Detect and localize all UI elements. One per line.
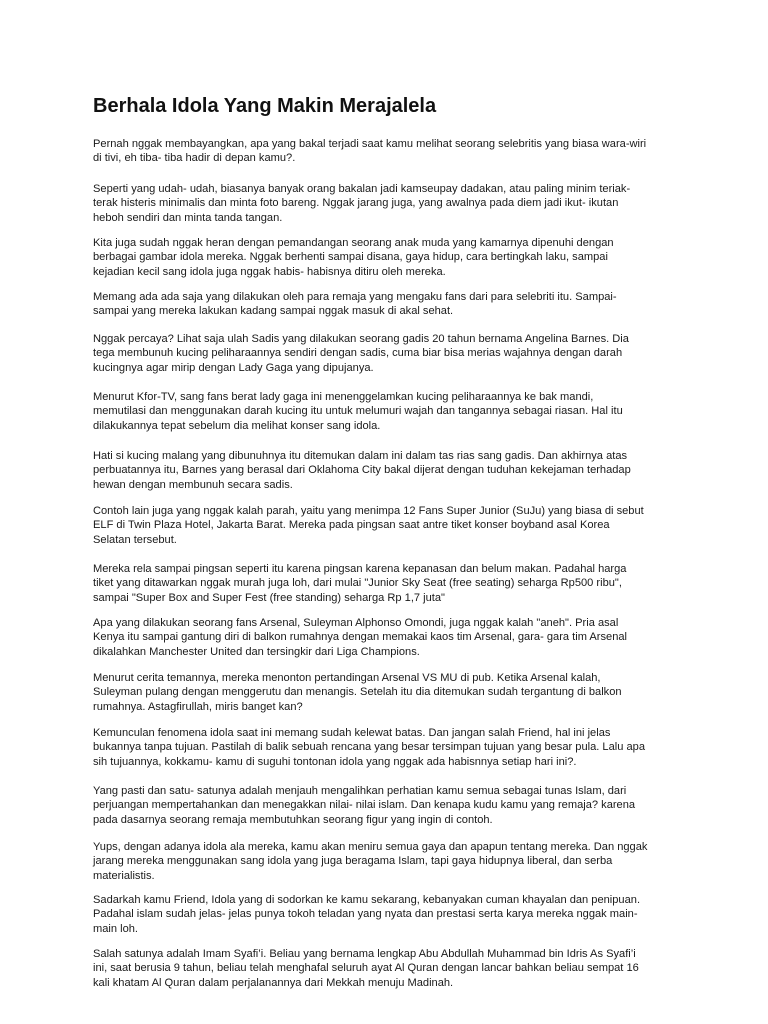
paragraph-line: sih tujuannya, kokkamu- kamu di suguhi tontonan idola yang nggak ada habisnnya setiap hari ini?. (93, 755, 577, 768)
paragraph (93, 947, 683, 990)
paragraph (93, 840, 683, 883)
paragraph (93, 390, 683, 433)
paragraph-line: Contoh lain juga yang nggak kalah parah, yaitu yang menimpa 12 Fans Super Junior (SuJu) yang biasa di sebut (93, 505, 644, 517)
paragraph (93, 137, 683, 166)
paragraph-line: Kenya itu sampai gantung diri di balkon rumahnya dengan memakai kaos tim Arsenal, gara- gara tim Arsenal (93, 631, 628, 644)
paragraph (93, 236, 683, 279)
paragraph (93, 182, 683, 225)
paragraph-line: Pernah nggak membayangkan, apa yang bakal terjadi saat kamu melihat seorang selebritis yang biasa wara-wiri (93, 138, 647, 150)
paragraph (93, 671, 683, 714)
paragraph-line: perjuangan mempertahankan dan menegakkan nilai- nilai islam. Dan kenapa kudu kamu yang remaja? karena (93, 799, 636, 812)
paragraph-line: Yups, dengan adanya idola ala mereka, kamu akan meniru semua gaya dan apapun tentang mereka. Dan nggak (93, 841, 648, 853)
paragraph-line: tega membunuh kucing peliharaannya sendiri dengan sadis, cuma biar bisa merias wajahnya dengan darah (93, 347, 623, 360)
paragraph-line: tiket yang ditawarkan nggak murah juga loh, dari mulai "Junior Sky Seat (free seating) seharga Rp500 ribu", (93, 577, 622, 590)
paragraph-line: berbagai gambar idola mereka. Nggak berhenti sampai disana, gaya hidup, cara bertingkah laku, sampai (93, 251, 608, 264)
paragraph-line: ELF di Twin Plaza Hotel, Jakarta Barat. Mereka pada pingsan saat antre tiket konser boyband asal Korea (93, 519, 610, 532)
paragraph-line: perbuatannya itu, Barnes yang berasal dari Oklahoma City bakal dijerat dengan tuduhan kekejaman terhadap (93, 464, 631, 477)
paragraph-line: Padahal islam sudah jelas- jelas punya tokoh teladan yang nyata dan prestasi serta karya mereka nggak main- (93, 908, 638, 921)
paragraph-line: materialistis. (93, 869, 155, 882)
paragraph-line: memutilasi dan menggunakan darah kucing itu untuk melumuri wajah dan tangannya sebagai riasan. Hal itu (93, 405, 623, 418)
paragraph-line: pada dasarnya seorang remaja membutuhkan seorang figur yang ingin di contoh. (93, 813, 493, 826)
paragraph-line: Salah satunya adalah Imam Syafi’i. Beliau yang bernama lengkap Abu Abdullah Muhammad bin Idris As Syafi’i (93, 948, 636, 960)
paragraph-line: sampai "Super Box and Super Fest (free standing) seharga Rp 1,7 juta" (93, 591, 445, 604)
paragraph-line: Selatan tersebut. (93, 533, 177, 546)
paragraph-line: Kemunculan fenomena idola saat ini memang sudah kelewat batas. Dan jangan salah Friend, hal ini jelas (93, 727, 611, 739)
paragraph (93, 290, 683, 319)
paragraph-line: terak histeris minimalis dan minta foto bareng. Nggak jarang juga, yang awalnya pada diem jadi ikut- ikutan (93, 197, 619, 210)
paragraph (93, 726, 683, 769)
paragraph-line: Menurut cerita temannya, mereka menonton pertandingan Arsenal VS MU di pub. Ketika Arsenal kalah, (93, 672, 601, 684)
paragraph-line: rumahnya. Astagfirullah, miris banget kan? (93, 700, 303, 713)
paragraph-line: di tivi, eh tiba- tiba hadir di depan kamu?. (93, 152, 296, 165)
paragraph-line: hewan dengan membunuh secara sadis. (93, 478, 293, 491)
paragraph-line: Suleyman pulang dengan menggerutu dan menangis. Setelah itu dia ditemukan sudah tergantung di balkon (93, 686, 622, 699)
paragraph-line: dilakukannya tepat sebelum dia melihat konser sang idola. (93, 419, 381, 432)
paragraph (93, 784, 683, 827)
paragraph-line: dikalahkan Manchester United dan tersingkir dari Liga Champions. (93, 645, 420, 658)
paragraph (93, 332, 683, 375)
paragraph-line: Apa yang dilakukan seorang fans Arsenal, Suleyman Alphonso Omondi, juga nggak kalah "aneh". Pria asal (93, 617, 619, 629)
paragraph (93, 449, 683, 492)
paragraph-line: ini, saat berusia 9 tahun, beliau telah menghafal seluruh ayat Al Quran dengan lancar bahkan beliau sempat 16 (93, 962, 639, 975)
paragraph-line: Hati si kucing malang yang dibunuhnya itu ditemukan dalam ini dalam tas rias sang gadis. Dan akhirnya atas (93, 450, 628, 462)
paragraph-line: Seperti yang udah- udah, biasanya banyak orang bakalan jadi kamseupay dadakan, atau paling minim teriak- (93, 183, 631, 195)
paragraph (93, 893, 683, 936)
paragraph-line: jarang mereka menggunakan sang idola yang juga beragama Islam, tapi gaya hidupnya liberal, dan serba (93, 855, 613, 868)
paragraph-line: heboh sendiri dan minta tanda tangan. (93, 211, 283, 224)
paragraph-line: Yang pasti dan satu- satunya adalah menjauh mengalihkan perhatian kamu semua sebagai tunas Islam, dari (93, 785, 627, 797)
paragraph-line: Menurut Kfor-TV, sang fans berat lady gaga ini menenggelamkan kucing peliharaannya ke bak mandi, (93, 391, 594, 403)
paragraph (93, 504, 683, 547)
paragraph (93, 616, 683, 659)
page-title: Berhala Idola Yang Makin Merajalela (93, 95, 437, 117)
paragraph-line: kejadian kecil sang idola juga nggak habis- habisnya ditiru oleh mereka. (93, 265, 446, 278)
paragraph-line: Nggak percaya? Lihat saja ulah Sadis yang dilakukan seorang gadis 20 tahun bernama Angelina Barnes. Dia (93, 333, 629, 345)
paragraph-line: Kita juga sudah nggak heran dengan pemandangan seorang anak muda yang kamarnya dipenuhi dengan (93, 237, 614, 249)
paragraph-line: Mereka rela sampai pingsan seperti itu karena pingsan karena kepanasan dan belum makan. Padahal harga (93, 563, 627, 575)
paragraph-line: Sadarkah kamu Friend, Idola yang di sodorkan ke kamu sekarang, kebanyakan cuman khayalan dan penipuan. (93, 894, 641, 906)
paragraph-line: Memang ada ada saja yang dilakukan oleh para remaja yang mengaku fans dari para selebriti itu. Sampai- (93, 291, 617, 303)
paragraph-line: kucingnya agar mirip dengan Lady Gaga yang dipujanya. (93, 361, 374, 374)
paragraph-line: sampai yang mereka lakukan kadang sampai nggak masuk di akal sehat. (93, 305, 454, 318)
paragraph-line: main loh. (93, 922, 139, 935)
paragraph-line: bukannya tanpa tujuan. Pastilah di balik sebuah rencana yang besar tersimpan tujuan yang besar pula. Lalu apa (93, 741, 645, 754)
paragraph-line: kali khatam Al Quran dalam perjalanannya dari Mekkah menuju Madinah. (93, 976, 454, 989)
paragraph (93, 562, 683, 605)
